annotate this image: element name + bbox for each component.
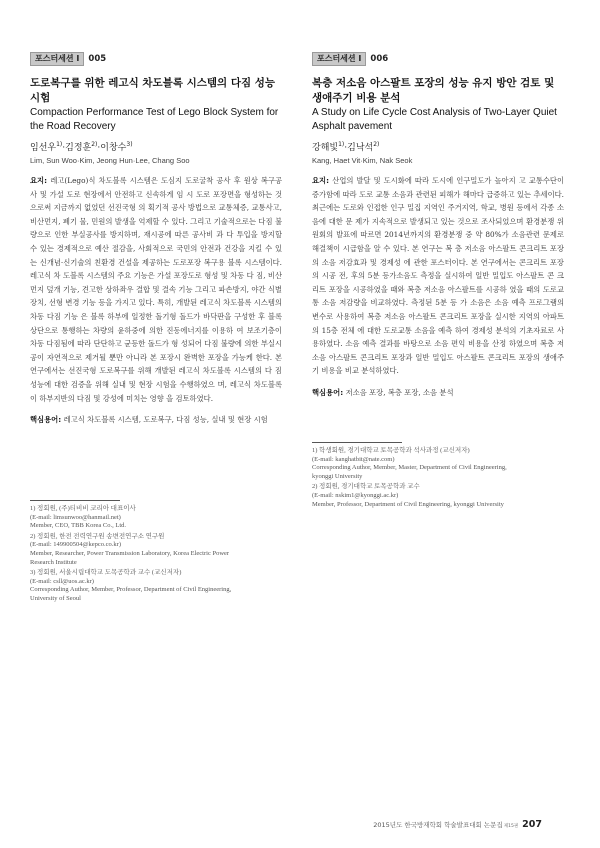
footnote-line: Member, CEO, TBB Korea Co., Ltd. xyxy=(30,522,127,530)
footnote-line: Corresponding Author, Member, Master, Department of Civil Engineering, xyxy=(312,464,507,472)
text-line: 물, 민원의 발생을 억제할 수 있다. 그리고 기술적으로는 다짐 xyxy=(79,216,273,226)
footnote-line: 1) 정회원, (주)티비비 코리아 대표이사 xyxy=(30,505,136,512)
author-name: 김정훈 xyxy=(65,143,92,153)
text-line: 다 투입을 방지할 수 있는 경제적으로 예산 절감을, 사회적으로 xyxy=(30,230,282,253)
author-separator: · xyxy=(97,143,101,153)
text-line: 가 소음은 소음 예측 프로그램의 변수로 사용하여 복층 저소음 xyxy=(312,298,564,321)
session-tag xyxy=(30,52,282,66)
text-line: 시 도로 포장면을 형성하는 것으로써 지금까지 없었던 선진국형 xyxy=(30,189,282,213)
authors-english: Kang, Haet Vit·Kim, Nak Seok xyxy=(312,156,413,165)
title-korean xyxy=(312,76,564,106)
text-line: 며, 레고식 차도블록이 하부지반의 다짐 및 강성에 미치는 영향 xyxy=(30,379,282,403)
footnote xyxy=(30,505,282,531)
author-separator: · xyxy=(344,143,348,153)
title-line: A Study on Life Cycle Cost Analysis of Two-Layer Quiet xyxy=(312,107,557,118)
footnotes xyxy=(312,442,564,511)
text-line: 에 대한 도로교통 소음을 예측 하여 경제성 분석의 기초자료로 xyxy=(357,325,555,335)
author-name: 김낙석 xyxy=(347,143,374,153)
proceedings-title: 2015년도 한국방재학회 학술발표대회 논문집 xyxy=(373,821,503,829)
author-name: 임선우 xyxy=(30,143,57,153)
text-line: 소음관련 문제로 해결책이 시급함을 알 수 있다. 본 연구는 복 xyxy=(312,230,564,253)
authors-korean xyxy=(30,138,282,155)
abstract-label: 요지: xyxy=(30,176,51,185)
text-line: 고 교통수단이 증가함에 따라 도로 교통 소음과 관련된 피해가 xyxy=(312,176,565,199)
text-line: 하였으며 복층 저소음 아스팔트 콘크리트 포장과 일반 밀입도 xyxy=(312,339,565,362)
footnote-line: 1) 학생회원, 경기대학교 토목공학과 석사과정 (교신저자) xyxy=(312,447,470,454)
keywords-label: 핵심용어: xyxy=(312,387,346,397)
footnote-line: (E-mail: limsunwoo@hanmail.net) xyxy=(30,513,121,521)
text-line: 짐, 비산먼지 덮개 기능, 견고한 상하좌우 결합 및 결속 기능 xyxy=(30,271,283,294)
author-separator: · xyxy=(62,143,66,153)
keywords xyxy=(312,386,564,400)
page-number: 207 xyxy=(522,819,542,830)
page-footer xyxy=(373,819,542,830)
keywords-label: 핵심용어: xyxy=(30,415,64,425)
text-line: 아스팔트 콘크리트 포장의 생애주기 비용을 비교 분석하였다. xyxy=(312,352,564,376)
title-line: Asphalt pavement xyxy=(312,121,393,132)
text-line: 밀집 지역인 주거지역, 학교, 병원 등에서 각종 소음에 대한 문 xyxy=(312,203,564,226)
text-line: 아스팔트 콘크리트 포장을 실시한 지역의 아파트의 15층 전체 xyxy=(312,311,564,335)
footnote-line: (E-mail: 149900504@kepco.co.kr) xyxy=(30,541,122,549)
footnote-line: University of Seoul xyxy=(30,594,81,602)
abstract xyxy=(312,174,564,378)
text-line: 위원회의 발표에 따르면 2014년까지의 환경분쟁 중 약 80%가 xyxy=(312,216,564,240)
text-line: 에 관한 포스터이다. 본 연구에서는 콘크리트 포장의 시공 전, xyxy=(312,257,564,281)
title-line: 생애주기 비용 분석 xyxy=(312,92,401,104)
text-line: 불량으로 인한 부실공사를 방지하며, 재시공에 따른 공사비 과 xyxy=(30,216,283,240)
text-line: 크리트 포장을 시공하였을 때와 복층 저소음 아스팔트를 시공하 xyxy=(312,271,564,294)
footnote-line: 3) 정회원, 서울시립대학교 도목공학과 교수 (교신저자) xyxy=(30,569,182,577)
title-english: Compaction Performance Test of Lego Block System for the Road Recovery xyxy=(30,107,279,132)
text-line: 사용하였다. 소음 예측 결과를 바탕으로 소음 편익 비용을 산정 xyxy=(312,325,564,349)
abstract xyxy=(30,174,282,405)
footnote-line: Corresponding Author, Member, Professor, Department of Civil Engineering, xyxy=(30,586,232,594)
text-line: 아니라 본 포장시 완벽한 포장을 가능케 한다. 본 연구에서는 xyxy=(30,352,283,376)
session-number: 006 xyxy=(370,54,389,64)
text-line: 레고(Lego)식 차도블록 시스템은 도심지 도로굴착 공사 xyxy=(50,176,231,185)
text-line: 여 보조기층이 차동 다짐됨에 따라 단단하고 균등한 돌드가 형 xyxy=(30,325,282,349)
footnote-line: Member, Researcher, Power Transmission Laboratory, Korea Electric Power xyxy=(30,549,230,557)
footnote-line: Research Institute xyxy=(30,558,77,566)
abstract-label: 요지: xyxy=(312,176,333,185)
text-line: 였을 때의 도로교통 소음 저감량을 비교하였다. 측정된 5분 등 xyxy=(312,284,564,308)
author-mark: 1) xyxy=(338,141,345,148)
footnote xyxy=(312,447,564,481)
footnote-line: 2) 정회원, 경기대학교 토목공학과 교수 xyxy=(312,483,420,491)
author-mark: 1) xyxy=(56,141,63,148)
text-line: 성되어 다짐 불량에 의한 부실시공이 자연적으로 제거될 뿐만 xyxy=(30,339,282,362)
text-line: 해마다 급증하고 있는 추세이다. 최근에는 도로와 인접한 인구 xyxy=(312,189,564,213)
text-line: 저소음 포장, 복층 포장, 소음 분석 xyxy=(345,387,454,397)
footnote-line: (E-mail: csll@uos.ac.kr) xyxy=(30,577,94,585)
text-line: 의 획기적 공사 방법으로 교통체증, 교통사고, 비산먼지, 폐기 xyxy=(30,203,282,226)
keywords xyxy=(30,413,282,427)
title-english xyxy=(312,106,564,134)
text-line: 선진국형 도로복구를 위해 개발된 레고식 차도블록 시스템의 다 xyxy=(68,366,272,376)
text-line: 국민의 안전과 건강을 지킬 수 있는 신개념·신기술의 친환경 xyxy=(30,243,282,267)
footnote xyxy=(30,533,282,567)
author-mark: 3) xyxy=(126,141,133,148)
volume-label: 제15권 xyxy=(503,824,519,829)
footnote-rule xyxy=(312,442,402,443)
footnote-line: (E-mail: kanghatbit@nate.com) xyxy=(312,455,395,463)
text-line: 제가 지속적으로 발생되고 있는 것으로 조사되었으며 환경분쟁 xyxy=(355,216,555,226)
author-mark: 2) xyxy=(91,141,98,148)
text-line: 은 블록 하부에 일정한 돌기형 돌드가 바닥판을 구성한 후 블록 xyxy=(80,311,282,321)
text-line: 건설을 제공하는 도로포장 복구용 블록 시스템이다. 레고식 차 xyxy=(30,257,282,281)
author-name: 이창수 xyxy=(100,143,127,153)
text-line: 레고식 차도블록 시스템, 도로복구, 다짐 성능, 실내 xyxy=(63,415,226,425)
footnote-line: 2) 정회원, 한전 전력연구원 송변전연구소 연구원 xyxy=(30,532,165,540)
session-label: 포스터세션 I xyxy=(30,52,84,66)
footnote-line: (E-mail: nskim1@kyonggi.ac.kr) xyxy=(312,491,399,499)
footnotes xyxy=(30,500,282,606)
text-line: 및 현장 시험 xyxy=(227,415,268,425)
text-line: 후 원상 복구공사 및 가설 도로 현장에서 안전하고 신속하게 임 xyxy=(30,176,282,199)
footnote xyxy=(30,569,282,603)
footnote-line: Member, Professor, Department of Civil Engineering, kyonggi University xyxy=(312,500,504,508)
text-line: 그리고 파손방지, 야간 식별장치, 선형 변경 기능 등을 가지고 xyxy=(30,284,282,308)
text-line: 상단으로 통행하는 차량의 윤하중에 의한 진동에너지를 이용하 xyxy=(30,325,234,335)
article-006 xyxy=(312,52,564,400)
text-line: 산업의 발달 및 도시화에 따라 도시에 인구밀도가 높아지 xyxy=(332,176,516,185)
title-korean: 도로복구를 위한 레고식 차도블록 시스템의 다짐 성능 시험 xyxy=(30,77,276,104)
text-line: 도블록 시스템의 주요 기능은 가설 포장도로 형성 및 차동 다 xyxy=(63,271,254,281)
article-005 xyxy=(30,52,282,427)
authors-korean xyxy=(312,138,564,155)
session-tag xyxy=(312,52,564,66)
footnote-line: kyonggi University xyxy=(312,472,363,480)
text-line: 짐 성능에 대한 검증을 위해 실내 및 현장 시험을 수행하였으 xyxy=(30,366,282,389)
footnote-rule xyxy=(30,500,120,501)
footnote xyxy=(312,483,564,509)
text-line: 층 저소음 아스팔트 콘크리트 포장의 소음 저감효과 및 경제성 xyxy=(312,243,565,267)
session-number: 005 xyxy=(88,54,107,64)
title-line: 복층 저소음 아스팔트 포장의 성능 유지 방안 검토 및 xyxy=(312,77,555,89)
session-label: 포스터세션 I xyxy=(312,52,366,66)
author-name: 강해빛 xyxy=(312,143,339,153)
authors-english: Lim, Sun Woo·Kim, Jeong Hun·Lee, Chang Soo xyxy=(30,156,190,165)
author-mark: 2) xyxy=(373,141,380,148)
text-line: 을 검토하였다. xyxy=(166,393,214,403)
text-line: 있다. 특히, 개발된 레고식 차도블록 시스템의 차동 다짐 기능 xyxy=(30,298,282,321)
text-line: 후의 5분 등가소음도 측정을 실시하여 일반 밀입도 아스팔트 콘 xyxy=(350,271,555,281)
